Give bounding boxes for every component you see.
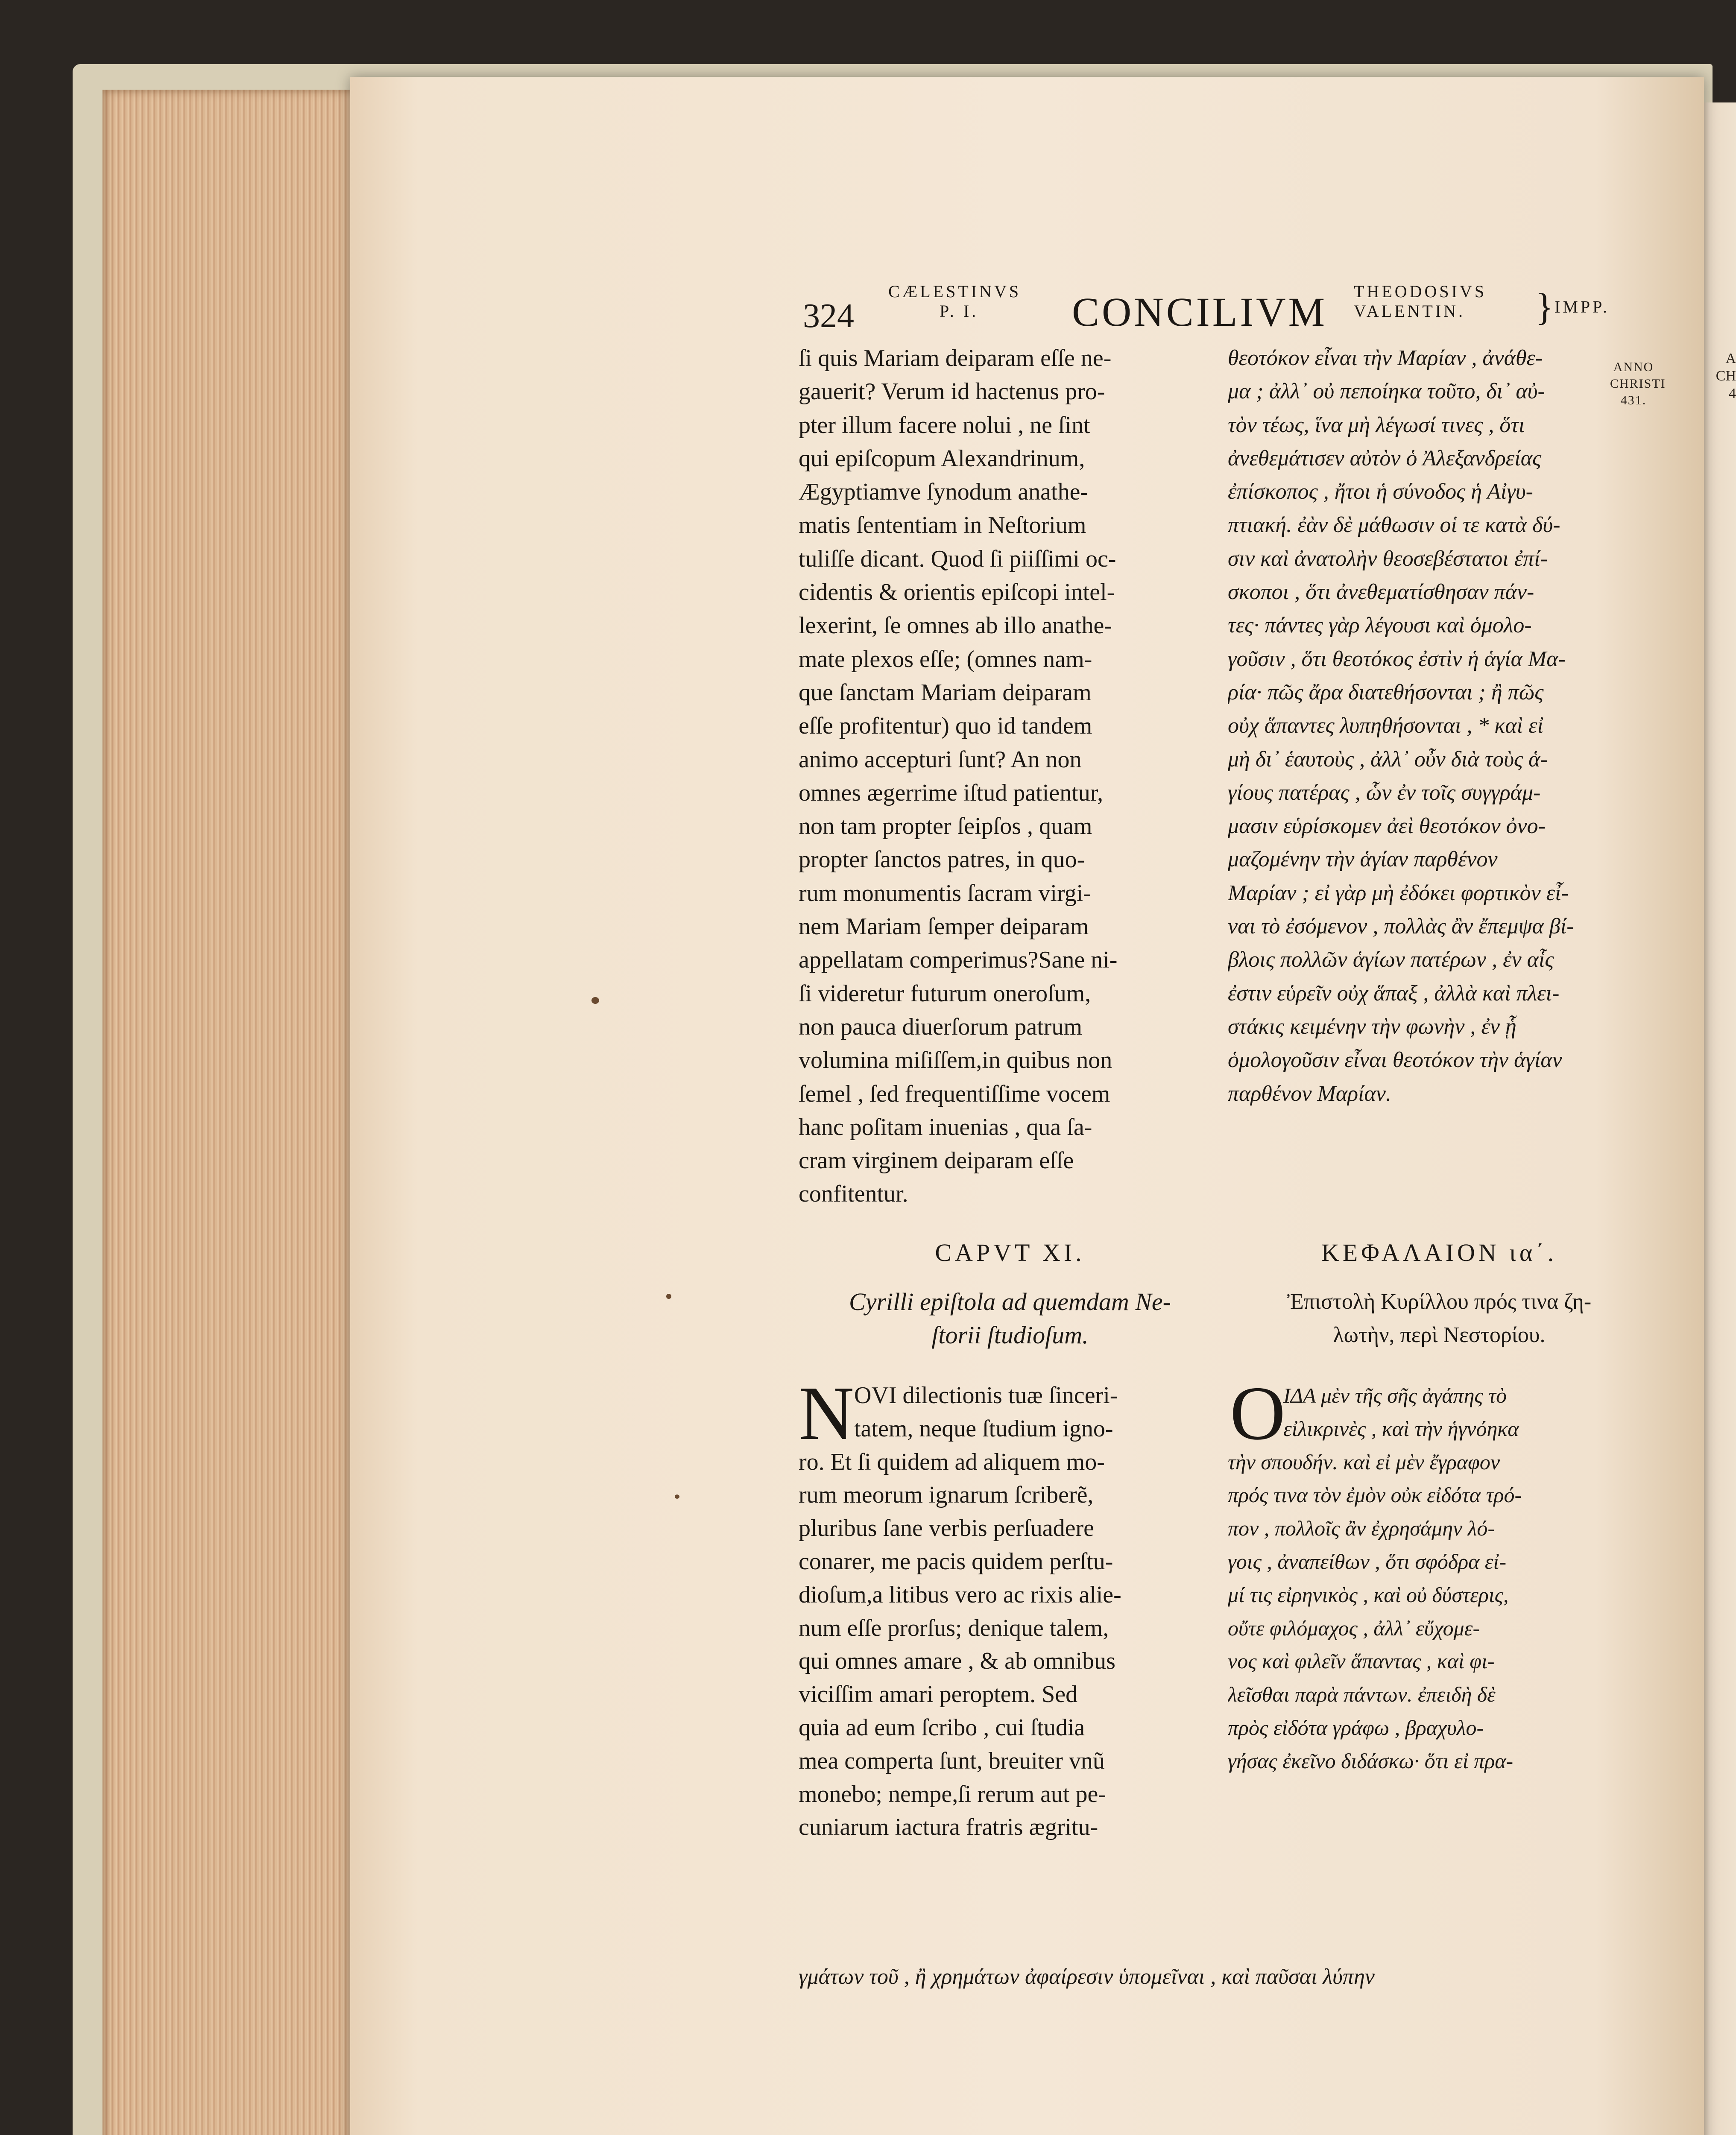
text-line: appellatam comperimus?Sane ni- xyxy=(799,947,1118,974)
page-number: 324 xyxy=(803,297,854,335)
text-line: num eſſe prorſus; denique talem, xyxy=(799,1614,1109,1641)
text-line: qui omnes amare , & ab omnibus xyxy=(799,1648,1115,1675)
header-title: CONCILIVM xyxy=(1072,289,1327,335)
text-line: παρθένον Μαρίαν. xyxy=(1228,1081,1391,1106)
text-line: confitentur. xyxy=(799,1181,908,1208)
page-fore-edge xyxy=(102,90,359,2135)
text-line: ἐπίσκοπος , ἤτοι ἡ σύνοδος ἡ Αἰγυ- xyxy=(1228,480,1533,504)
text-line: λεῖσθαι παρὰ πάντων. ἐπειδὴ δὲ xyxy=(1228,1682,1496,1707)
latin-drop-cap: N xyxy=(799,1371,854,1456)
text-line: rum monumentis ſacram virgi- xyxy=(799,880,1091,907)
text-line: cuniarum iactura fratris ægritu- xyxy=(799,1814,1098,1841)
margin-note-line: ANNO xyxy=(1613,360,1654,374)
text-line: πρὸς εἰδότα γράφω , βραχυλο- xyxy=(1228,1715,1484,1740)
text-line: gauerit? Verum id hactenus pro- xyxy=(799,378,1105,405)
text-line: volumina miſiſſem,in quibus non xyxy=(799,1047,1112,1074)
text-line: tatem, neque ſtudium igno- xyxy=(854,1415,1113,1442)
text-line: que ſanctam Mariam deiparam xyxy=(799,679,1092,706)
text-line: cram virginem deiparam eſſe xyxy=(799,1147,1074,1174)
text-line: ρία· πῶς ἄρα διατεθήσονται ; ἢ πῶς xyxy=(1228,680,1544,705)
text-line: Ægyptiamve ſynodum anathe- xyxy=(799,479,1089,506)
text-line: OVI dilectionis tuæ ſinceri- xyxy=(854,1382,1118,1409)
running-header xyxy=(803,278,1657,337)
text-line: conarer, me pacis quidem perſtu- xyxy=(799,1548,1113,1575)
text-line: animo accepturi ſunt? An non xyxy=(799,746,1082,773)
text-line: τες· πάντες γὰρ λέγουσι καὶ ὁμολο- xyxy=(1228,613,1532,638)
text-line: γήσας ἐκεῖνο διδάσκω· ὅτι εἰ πρα- xyxy=(1228,1749,1514,1773)
greek-letter-text xyxy=(1228,1379,1651,1778)
text-line: Μαρίαν ; εἰ γὰρ μὴ ἐδόκει φορτικὸν εἶ- xyxy=(1228,880,1569,905)
text-line: eſſe profitentur) quo id tandem xyxy=(799,713,1092,740)
text-line: propter ſanctos patres, in quo- xyxy=(799,846,1085,873)
text-line: lexerint, ſe omnes ab illo anathe- xyxy=(799,612,1112,639)
ink-spot xyxy=(591,997,599,1004)
text-line: ſi quis Mariam deiparam eſſe ne- xyxy=(799,345,1112,371)
text-line: γοις , ἀναπείθων , ὅτι σφόδρα εἰ- xyxy=(1228,1549,1507,1573)
text-line: μασιν εὑρίσκομεν ἀεὶ θεοτόκον ὀνο- xyxy=(1228,814,1546,839)
text-line: ΙΔΑ μὲν τῆς σῆς ἀγάπης τὸ xyxy=(1283,1383,1507,1407)
greek-chapter-heading: ΚΕΦΑΛΑΙΟΝ ια΄. xyxy=(1321,1239,1557,1266)
header-pope xyxy=(888,282,1021,321)
facing-margin-line: 4 xyxy=(1729,385,1736,401)
text-line: ὁμολογοῦσιν εἶναι θεοτόκον τὴν ἁγίαν xyxy=(1228,1048,1562,1073)
text-line: μί τις εἰρηνικὸς , καὶ οὐ δύστερις, xyxy=(1228,1582,1509,1607)
text-line: ἐστιν εὑρεῖν οὐχ ἅπαξ , ἀλλὰ καὶ πλει- xyxy=(1228,981,1560,1006)
text-line: mea comperta ſunt, breuiter vnũ xyxy=(799,1747,1105,1774)
text-line: θεοτόκον εἶναι τὴν Μαρίαν , ἀνάθε- xyxy=(1228,346,1543,370)
text-line: οὔτε φιλόμαχος , ἀλλ᾽ εὔχομε- xyxy=(1228,1616,1480,1640)
header-emperors xyxy=(1354,282,1487,321)
text-line: rum meorum ignarum ſcriberẽ, xyxy=(799,1482,1094,1509)
header-pope-name: CÆLESTINVS xyxy=(888,282,1022,301)
text-line: nem Mariam ſemper deiparam xyxy=(799,913,1089,940)
text-line: ἀνεθεμάτισεν αὐτὸν ὁ Ἀλεξανδρείας xyxy=(1228,446,1542,471)
facing-margin-line: CH xyxy=(1716,368,1736,384)
facing-page-margin-note xyxy=(1713,350,1736,402)
text-line: tuliſſe dicant. Quod ſi piiſſimi oc- xyxy=(799,545,1116,572)
latin-column-body xyxy=(799,342,1221,1211)
text-line: σκοποι , ὅτι ἀνεθεματίσθησαν πάν- xyxy=(1228,580,1534,605)
text-line: ro. Et ſi quidem ad aliquem mo- xyxy=(799,1448,1105,1475)
text-line: νος καὶ φιλεῖν ἅπαντας , καὶ φι- xyxy=(1228,1649,1495,1673)
greek-spanning-line: γμάτων τοῦ , ἢ χρημάτων ἀφαίρεσιν ὑπομεῖναι , καὶ παῦσαι λύπην xyxy=(799,1965,1375,1989)
text-line: πρός τινα τὸν ἐμὸν οὐκ εἰδότα τρό- xyxy=(1228,1483,1522,1507)
text-line: μαζομένην τὴν ἁγίαν παρθένον xyxy=(1228,847,1498,872)
text-line: ναι τὸ ἐσόμενον , πολλὰς ἂν ἔπεμψα βί- xyxy=(1228,914,1574,939)
subtitle-line: ſtorii ſtudioſum. xyxy=(931,1321,1089,1349)
text-line: πον , πολλοῖς ἂν ἐχρησάμην λό- xyxy=(1228,1516,1495,1541)
latin-chapter-heading: CAPVT XI. xyxy=(935,1239,1085,1266)
text-line: γοῦσιν , ὅτι θεοτόκος ἐστὶν ἡ ἁγία Μα- xyxy=(1228,646,1566,671)
greek-column-body xyxy=(1228,342,1651,1111)
text-line: quia ad eum ſcribo , cui ſtudia xyxy=(799,1714,1085,1741)
header-pope-number: P. I. xyxy=(940,301,979,321)
text-line: τὸν τέως, ἵνα μὴ λέγωσί τινες , ὅτι xyxy=(1228,412,1525,437)
text-line: pter illum facere nolui , ne ſint xyxy=(799,412,1090,439)
subtitle-line: λωτὴν, περὶ Νεστορίου. xyxy=(1333,1323,1546,1347)
text-line: στάκις κειμένην τὴν φωνὴν , ἐν ᾗ xyxy=(1228,1014,1516,1039)
text-line: μα ; ἀλλ᾽ οὐ πεποίηκα τοῦτο, δι᾽ αὐ- xyxy=(1228,379,1545,404)
greek-chapter-subtitle xyxy=(1228,1285,1651,1352)
text-line: σιν καὶ ἀνατολὴν θεοσεβέστατοι ἐπί- xyxy=(1228,546,1548,571)
header-impp: IMPP. xyxy=(1554,297,1610,316)
facing-margin-line: A xyxy=(1725,351,1736,366)
text-line: οὐχ ἅπαντες λυπηθήσονται , * καὶ εἰ xyxy=(1228,714,1544,738)
text-line: βλοις πολλῶν ἁγίων πατέρων , ἐν αἷς xyxy=(1228,948,1554,972)
greek-drop-cap: Ο xyxy=(1230,1371,1285,1456)
text-line: non tam propter ſeipſos , quam xyxy=(799,813,1092,840)
latin-letter-text xyxy=(799,1379,1221,1844)
margin-note-line: 431. xyxy=(1620,393,1647,407)
text-line: matis ſententiam in Neſtorium xyxy=(799,512,1086,539)
text-line: mate plexos eſſe; (omnes nam- xyxy=(799,646,1092,673)
text-line: non pauca diuerſorum patrum xyxy=(799,1013,1083,1040)
text-line: omnes ægerrime iſtud patientur, xyxy=(799,779,1104,806)
text-line: viciſſim amari peroptem. Sed xyxy=(799,1681,1078,1708)
subtitle-line: Ἐπιστολὴ Κυρίλλου πρός τινα ζη- xyxy=(1287,1290,1592,1314)
text-line: dioſum,a litibus vero ac rixis alie- xyxy=(799,1581,1121,1608)
text-line: cidentis & orientis epiſcopi intel- xyxy=(799,579,1115,606)
ink-spot xyxy=(675,1494,679,1499)
header-brace: } xyxy=(1535,286,1554,328)
latin-chapter-subtitle xyxy=(799,1285,1221,1352)
text-line: πτιακή. ἐὰν δὲ μάθωσιν οἱ τε κατὰ δύ- xyxy=(1228,513,1560,538)
text-line: μὴ δι᾽ ἑαυτοὺς , ἀλλ᾽ οὖν διὰ τοὺς ἁ- xyxy=(1228,747,1548,772)
text-line: εἰλικρινὲς , καὶ τὴν ἡγνόηκα xyxy=(1283,1416,1519,1441)
text-line: τὴν σπουδήν. καὶ εἰ μὲν ἔγραφον xyxy=(1228,1450,1500,1474)
text-line: monebo; nempe,ſi rerum aut pe- xyxy=(799,1781,1106,1807)
text-line: pluribus ſane verbis perſuadere xyxy=(799,1515,1094,1542)
text-line: qui epiſcopum Alexandrinum, xyxy=(799,445,1085,472)
text-line: hanc poſitam inuenias , qua ſa- xyxy=(799,1114,1092,1141)
text-line: γίους πατέρας , ὧν ἐν τοῖς συγγράμ- xyxy=(1228,780,1541,805)
ink-spot xyxy=(666,1294,671,1299)
margin-note-line: CHRISTI xyxy=(1610,377,1666,391)
text-line: ſi videretur futurum oneroſum, xyxy=(799,980,1091,1007)
header-emperor-1: THEODOSIVS xyxy=(1354,282,1487,301)
text-line: ſemel , ſed frequentiſſime vocem xyxy=(799,1080,1110,1107)
subtitle-line: Cyrilli epiſtola ad quemdam Ne- xyxy=(849,1288,1171,1316)
header-emperor-2: VALENTIN. xyxy=(1354,301,1466,321)
